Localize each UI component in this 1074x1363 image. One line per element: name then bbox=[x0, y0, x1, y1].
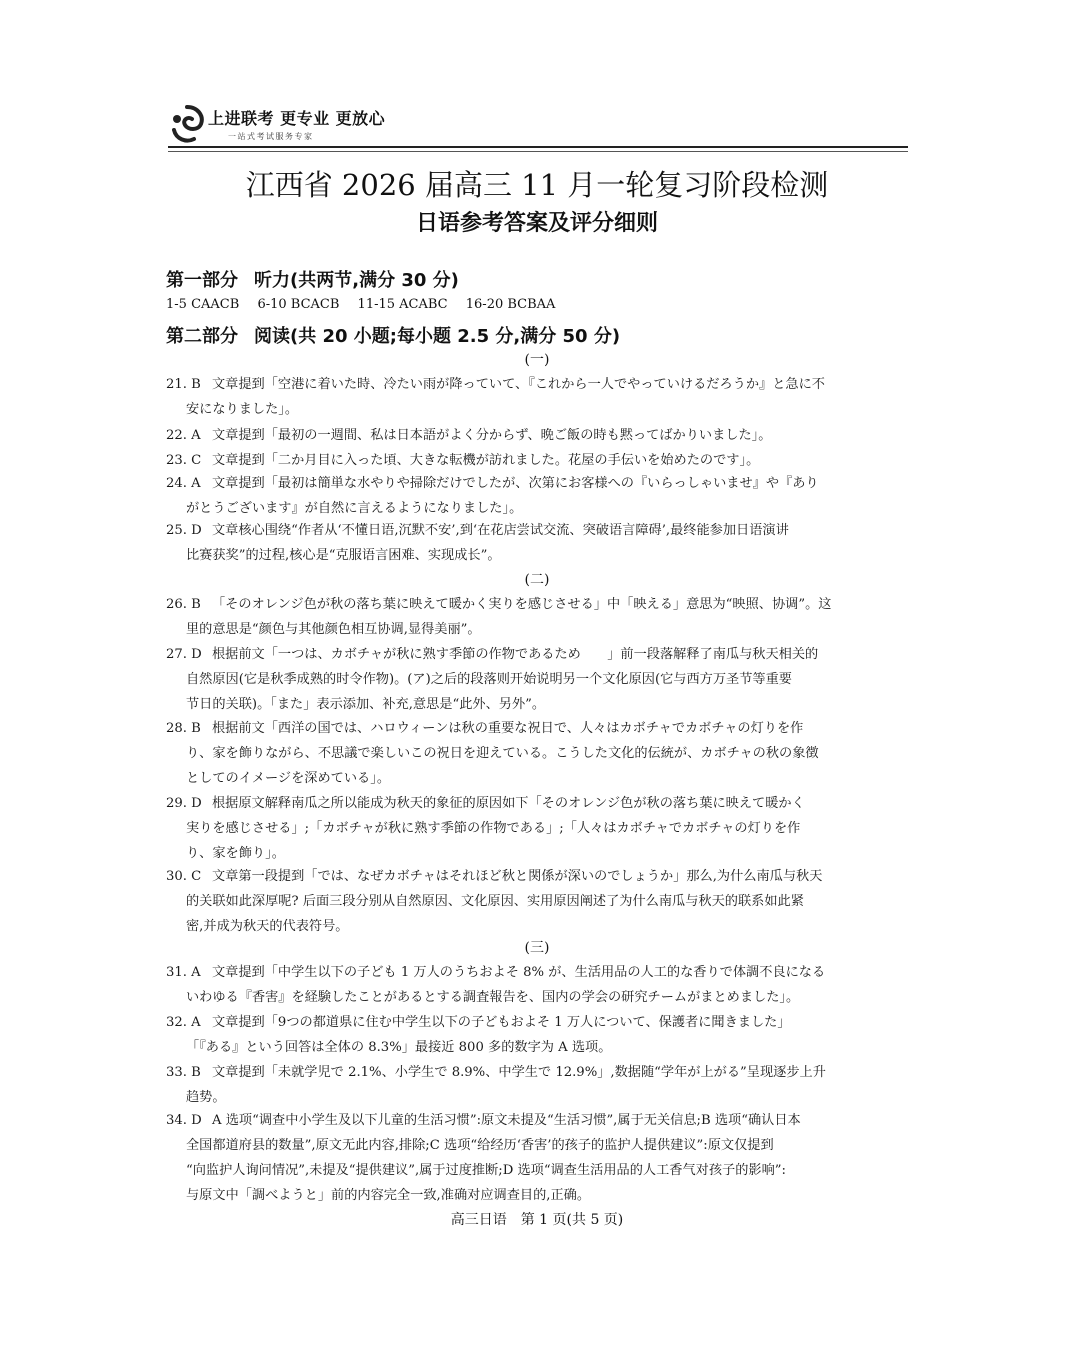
explanation-line: いわゆる『香害』を経験したことがあるとする調査報告を、国内の学会の研究チームがまとめました」。 bbox=[186, 990, 800, 1005]
explanation-line: 与原文中「調べようと」前的内容完全一致,准确对应调查目的,正确。 bbox=[186, 1188, 591, 1203]
part-label: (二) bbox=[524, 572, 550, 588]
answer-number: 25. D bbox=[166, 523, 202, 538]
answer-group: 1-5 CAACB bbox=[166, 297, 240, 312]
explanation-line: 节日的关联)。「また」表示添加、补充,意思是“此外、另外”。 bbox=[186, 697, 546, 712]
explanation-line: 「『ある』という回答は全体の 8.3%」最接近 800 多的数字为 A 选项。 bbox=[186, 1040, 612, 1055]
answer-number: 26. B bbox=[166, 597, 201, 612]
answer-group: 16-20 BCBAA bbox=[465, 297, 556, 312]
explanation-line: 文章提到「中学生以下の子ども 1 万人のうちおよそ 8% が、生活用品の人工的な香りで体調不良になる bbox=[212, 965, 826, 980]
header bbox=[168, 100, 908, 152]
answer-number: 32. A bbox=[166, 1015, 201, 1030]
explanation-line: 文章提到「9つの都道県に住む中学生以下の子どもおよそ 1 万人について、保護者に聞きました」 bbox=[212, 1015, 791, 1030]
explanation-line: 根据前文「西洋の国では、ハロウィーンは秋の重要な祝日で、人々はカボチャでカボチャの灯りを作 bbox=[212, 721, 804, 736]
listening-answers bbox=[166, 297, 569, 312]
section-1-label: 第一部分 bbox=[166, 270, 238, 291]
header-rule bbox=[168, 146, 908, 148]
answer-item bbox=[166, 1010, 910, 1060]
section-1-heading bbox=[166, 266, 459, 292]
brand-logo-icon bbox=[168, 104, 206, 144]
explanation-line: A 选项“调查中小学生及以下儿童的生活习惯”:原文未提及“生活习惯”,属于无关信息;B 选项“确认日本 bbox=[212, 1113, 801, 1128]
answer-number: 23. C bbox=[166, 453, 202, 468]
explanation-line: 根据原文解释南瓜之所以能成为秋天的象征的原因如下「そのオレンジ色が秋の落ち葉に映えて暖かく bbox=[212, 796, 805, 811]
answer-number: 31. A bbox=[166, 965, 201, 980]
explanation-line: 「そのオレンジ色が秋の落ち葉に映えて暖かく実りを感じさせる」中「映える」意思为“映照、协调”。这 bbox=[212, 597, 832, 612]
page-title: 江西省 2026 届高三 11 月一轮复习阶段检测 bbox=[245, 168, 829, 202]
explanation-line: 文章提到「二か月目に入った頃、大きな転機が訪れました。花屋の手伝いを始めたのです」。 bbox=[212, 453, 760, 468]
explanation-line: 文章提到「未就学児で 2.1%、小学生で 8.9%、中学生で 12.9%」,数据随“学年が上がる”呈现逐步上升 bbox=[212, 1065, 826, 1080]
section-1-desc: 听力(共两节,满分 30 分) bbox=[254, 270, 459, 291]
explanation-line: 文章提到「空港に着いた時、冷たい雨が降っていて、『これから一人でやっていけるだろうか』と急に不 bbox=[212, 377, 825, 392]
explanation-line: “向监护人询问情况”,未提及“提供建议”,属于过度推断;D 选项“调查生活用品的人工香气对孩子的影响”: bbox=[186, 1163, 786, 1178]
answer-item bbox=[166, 448, 910, 473]
explanation-line: 文章提到「最初は簡単な水やりや掃除だけでしたが、次第にお客様への『いらっしゃいませ』や『あり bbox=[212, 476, 819, 491]
explanation-line: 文章第一段提到「では、なぜカボチャはそれほど秋と関係が深いのでしょうか」那么,为什么南瓜与秋天 bbox=[212, 869, 823, 884]
explanation-line: 根据前文「一つは、カボチャが秋に熟す季節の作物であるため 」前一段落解释了南瓜与秋天相关的 bbox=[212, 647, 819, 662]
page-subtitle: 日语参考答案及评分细则 bbox=[415, 211, 658, 236]
explanation-line: 趋势。 bbox=[186, 1090, 226, 1105]
answer-item bbox=[166, 471, 910, 521]
answer-item bbox=[166, 960, 910, 1010]
explanation-line: 安になりました」。 bbox=[186, 402, 299, 417]
answer-item bbox=[166, 1060, 910, 1110]
explanation-line: がとうございます』が自然に言えるようになりました」。 bbox=[186, 501, 523, 516]
explanation-line: 全国都道府县的数量”,原文无此内容,排除;C 选项“给经历‘香害’的孩子的监护人提供建议”:原文仅提到 bbox=[186, 1138, 774, 1153]
explanation-line: としてのイメージを深めている」。 bbox=[186, 771, 391, 786]
answer-number: 34. D bbox=[166, 1113, 202, 1128]
answer-item bbox=[166, 592, 910, 642]
answer-item bbox=[166, 791, 910, 866]
page-footer: 高三日语 第 1 页(共 5 页) bbox=[450, 1212, 624, 1228]
explanation-line: 文章提到「最初の一週間、私は日本語がよく分からず、晩ご飯の時も黙ってばかりいました」。 bbox=[212, 428, 772, 443]
section-2-desc: 阅读(共 20 小题;每小题 2.5 分,满分 50 分) bbox=[254, 326, 621, 347]
explanation-line: 的关联如此深厚呢? 后面三段分别从自然原因、文化原因、实用原因阐述了为什么南瓜与秋天的联系如此紧 bbox=[186, 894, 804, 909]
part-label: (三) bbox=[524, 940, 550, 956]
explanation-line: 比赛获奖”的过程,核心是“克服语言困难、实现成长”。 bbox=[186, 548, 501, 563]
answer-number: 22. A bbox=[166, 428, 201, 443]
answer-group: 6-10 BCACB bbox=[257, 297, 340, 312]
answer-number: 30. C bbox=[166, 869, 202, 884]
answer-item bbox=[166, 716, 910, 791]
answer-item bbox=[166, 864, 910, 939]
section-2-heading bbox=[166, 322, 620, 348]
answer-item bbox=[166, 518, 910, 568]
answer-number: 29. D bbox=[166, 796, 202, 811]
answer-number: 28. B bbox=[166, 721, 201, 736]
answer-item bbox=[166, 372, 910, 422]
explanation-line: り、家を飾り」。 bbox=[186, 846, 285, 861]
answer-item bbox=[166, 642, 910, 717]
answer-item bbox=[166, 423, 910, 448]
explanation-line: 密,并成为秋天的代表符号。 bbox=[186, 919, 349, 934]
answer-group: 11-15 ACABC bbox=[357, 297, 448, 312]
brand-slogan: 上进联考 更专业 更放心 bbox=[208, 109, 386, 128]
explanation-line: り、家を飾りながら、不思議で楽しいこの祝日を迎えている。こうした文化的伝統が、カボチャの秋の象徴 bbox=[186, 746, 819, 761]
explanation-line: 自然原因(它是秋季成熟的时令作物)。(ア)之后的段落则开始说明另一个文化原因(它与西方万圣节等重要 bbox=[186, 672, 792, 687]
header-rule-thin bbox=[168, 151, 908, 152]
answer-number: 21. B bbox=[166, 377, 201, 392]
part-label: (一) bbox=[524, 352, 550, 368]
answer-item bbox=[166, 1108, 910, 1208]
explanation-line: 実りを感じさせる」;「カボチャが秋に熟す季節の作物である」;「人々はカボチャでカボチャの灯りを作 bbox=[186, 821, 801, 836]
answer-number: 33. B bbox=[166, 1065, 201, 1080]
explanation-line: 里的意思是“颜色与其他颜色相互协调,显得美丽”。 bbox=[186, 622, 481, 637]
explanation-line: 文章核心围绕“作者从‘不懂日语,沉默不安’,到‘在花店尝试交流、突破语言障碍’,最终能参加日语演讲 bbox=[212, 523, 789, 538]
section-2-label: 第二部分 bbox=[166, 326, 238, 347]
answer-number: 27. D bbox=[166, 647, 202, 662]
answer-number: 24. A bbox=[166, 476, 201, 491]
brand-tagline: 一站式考试服务专家 bbox=[228, 132, 314, 141]
